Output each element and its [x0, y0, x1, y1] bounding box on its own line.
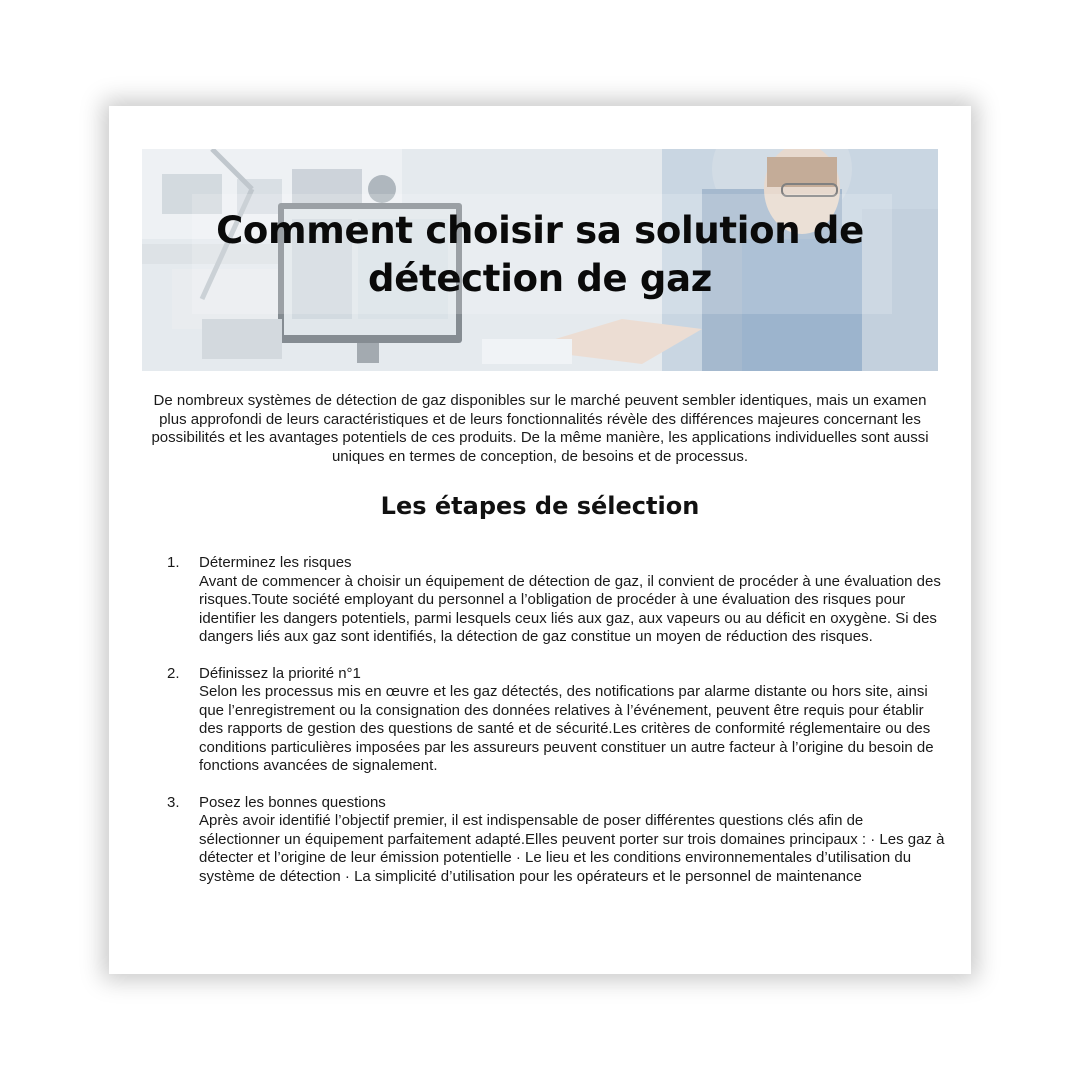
step-number: 1.: [167, 554, 180, 571]
section-heading: Les étapes de sélection: [380, 492, 700, 520]
step-item: [167, 665, 947, 776]
step-item: [167, 554, 947, 647]
step-title: Posez les bonnes questions: [199, 793, 386, 811]
intro-paragraph: De nombreux systèmes de détection de gaz disponibles sur le marché peuvent sembler identiques, mais un examen plus approfondi de leurs caractéristiques et de leurs fonctionnalités révèle des différences majeures concernant les possibilités et les avantages potentiels de ces produits. De la même manière, les applications individuelles sont aussi uniques en termes de conception, de besoins et de processus.: [151, 392, 929, 465]
page-title: [142, 207, 938, 303]
step-description: Avant de commencer à choisir un équipement de détection de gaz, il convient de procéder à une évaluation des risques.Toute société employant du personnel a l’obligation de procéder à une évaluation des risques pour identifier les dangers potentiels, parmi lesquels ceux liés aux gaz, aux vapeurs ou au déficit en oxygène. Si des dangers liés aux gaz sont identifiés, la détection de gaz constitue un moyen de réduction des risques.: [199, 572, 941, 645]
hero-banner: [142, 149, 938, 371]
page-title-line-1: Comment choisir sa solution de: [216, 209, 864, 252]
step-description: Selon les processus mis en œuvre et les gaz détectés, des notifications par alarme distante ou hors site, ainsi que l’enregistrement ou la consignation des données relatives à l’événement, peuvent être requis pour établir des rapports de gestion des questions de santé et de sécurité.Les critères de conformité réglementaire ou des conditions particulières imposées par les assureurs peuvent constituer un autre facteur à l’origine du besoin de fonctions avancées de signalement.: [199, 683, 934, 774]
step-description: Après avoir identifié l’objectif premier, il est indispensable de poser différentes questions clés afin de sélectionner un équipement parfaitement adapté.Elles peuvent porter sur trois domaines principaux : · Les gaz à détecter et l’origine de leur émission potentielle · Le lieu et les conditions environnementales d’utilisation du système de détection · La simplicité d’utilisation pour les opérateurs et le personnel de maintenance: [199, 812, 945, 885]
article-card: [109, 106, 971, 974]
step-number: 2.: [167, 664, 180, 682]
page-title-line-2: détection de gaz: [368, 257, 712, 300]
step-title: Déterminez les risques: [199, 554, 352, 571]
step-number: 3.: [167, 793, 180, 811]
step-title: Définissez la priorité n°1: [199, 664, 361, 682]
step-item: [167, 794, 947, 887]
steps-list: [167, 554, 947, 904]
